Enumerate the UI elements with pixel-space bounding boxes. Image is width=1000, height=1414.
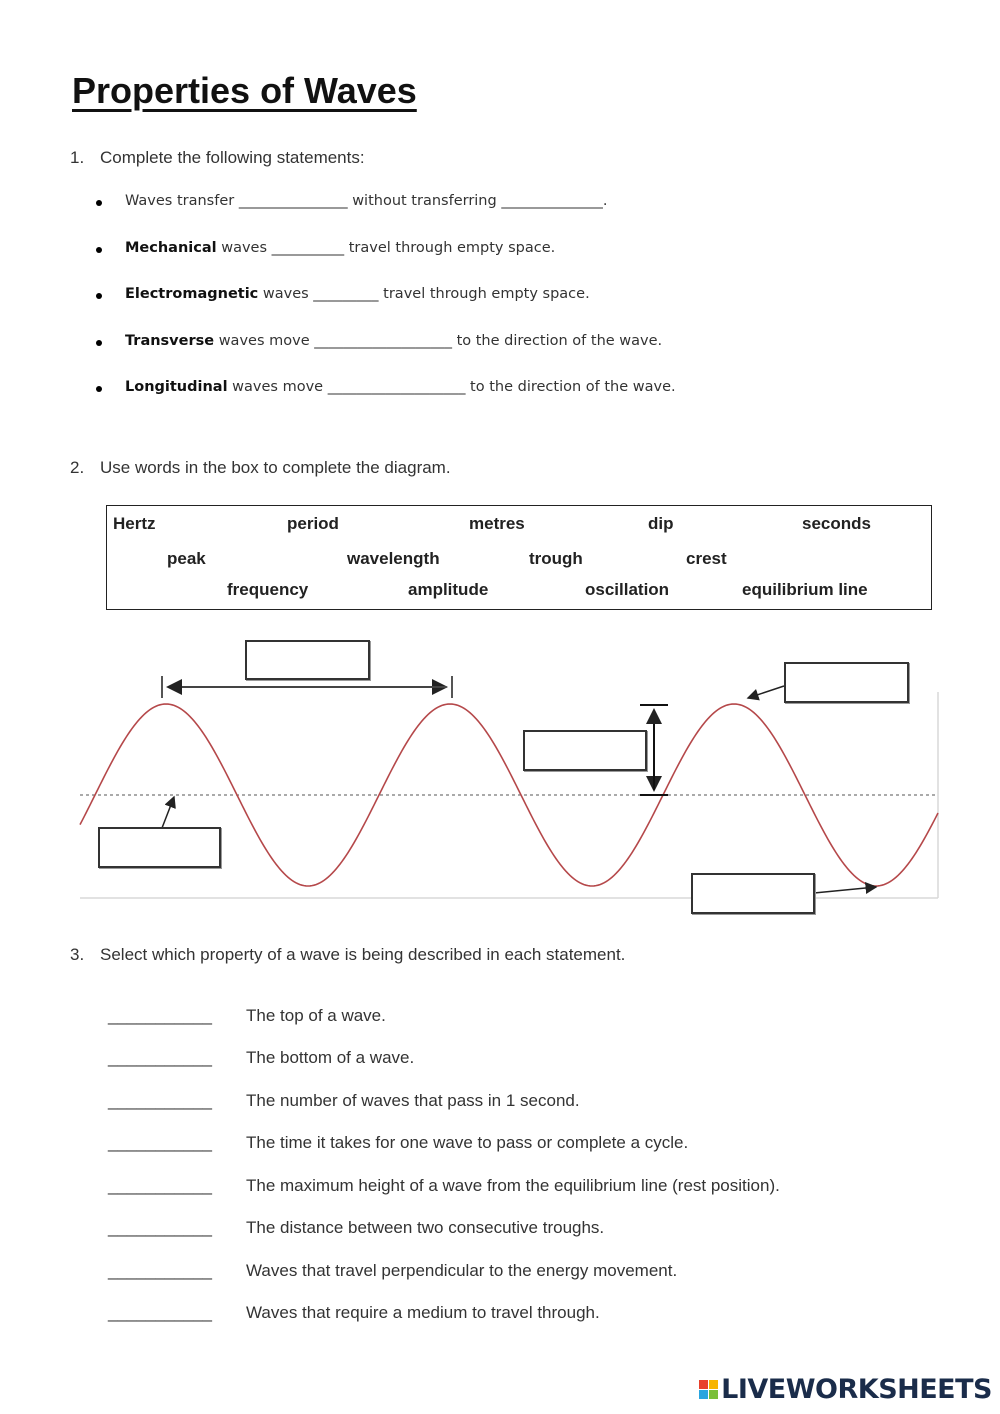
word-peak[interactable]: peak bbox=[167, 549, 206, 568]
wavelength-answer-box[interactable] bbox=[245, 640, 370, 680]
description-text: The time it takes for one wave to pass or complete a cycle. bbox=[246, 1133, 689, 1152]
description-text: Waves that require a medium to travel through. bbox=[246, 1303, 600, 1322]
description-text: The top of a wave. bbox=[246, 1006, 386, 1025]
description-row bbox=[108, 1091, 580, 1111]
word-metres[interactable]: metres bbox=[469, 514, 525, 533]
statement-list bbox=[96, 193, 676, 426]
logo-icon bbox=[698, 1380, 718, 1400]
trough-answer-box[interactable] bbox=[691, 873, 815, 914]
description-row bbox=[108, 1261, 677, 1281]
description-text: Waves that travel perpendicular to the energy movement. bbox=[246, 1261, 678, 1280]
word-trough[interactable]: trough bbox=[529, 549, 583, 568]
crest-answer-box[interactable] bbox=[784, 662, 909, 703]
description-row bbox=[108, 1133, 688, 1153]
trough-pointer-arrow bbox=[814, 887, 876, 893]
statement-keyword: Transverse bbox=[125, 332, 215, 349]
statement-keyword: Mechanical bbox=[125, 239, 217, 256]
statement-text: waves move ___________________ to the direction of the wave. bbox=[227, 379, 676, 395]
word-period[interactable]: period bbox=[287, 514, 339, 533]
word-crest[interactable]: crest bbox=[686, 549, 727, 568]
word-oscillation[interactable]: oscillation bbox=[585, 580, 670, 599]
word-equilibrium-line[interactable]: equilibrium line bbox=[742, 580, 868, 599]
statement-text: waves move ___________________ to the direction of the wave. bbox=[214, 332, 663, 349]
question-2-heading bbox=[70, 458, 451, 478]
word-frequency[interactable]: frequency bbox=[227, 580, 309, 599]
question-text: Use words in the box to complete the diagram. bbox=[100, 458, 451, 477]
equilibrium-pointer-arrow bbox=[162, 797, 174, 828]
description-row bbox=[108, 1048, 414, 1068]
statement-text: waves __________ travel through empty space. bbox=[216, 239, 556, 256]
answer-blank[interactable]: ___________ bbox=[108, 1218, 213, 1237]
word-wavelength[interactable]: wavelength bbox=[347, 549, 440, 568]
statement-item bbox=[96, 286, 676, 333]
question-text: Complete the following statements: bbox=[100, 148, 365, 167]
question-number: 1. bbox=[70, 148, 85, 167]
statement-keyword: Longitudinal bbox=[125, 379, 228, 395]
equilibrium-answer-box[interactable] bbox=[98, 827, 221, 868]
logo-text: LIVEWORKSHEETS bbox=[721, 1374, 992, 1405]
statement-item bbox=[96, 333, 676, 380]
description-text: The maximum height of a wave from the equilibrium line (rest position). bbox=[246, 1176, 780, 1195]
question-1-heading bbox=[70, 148, 365, 168]
statement-text: waves _________ travel through empty space. bbox=[258, 286, 590, 302]
description-text: The bottom of a wave. bbox=[246, 1048, 415, 1067]
crest-pointer-arrow bbox=[748, 686, 784, 698]
word-dip[interactable]: dip bbox=[648, 514, 674, 533]
description-text: The distance between two consecutive troughs. bbox=[246, 1218, 605, 1237]
answer-blank[interactable]: ___________ bbox=[108, 1303, 213, 1322]
answer-blank[interactable]: ___________ bbox=[108, 1133, 213, 1152]
word-hertz[interactable]: Hertz bbox=[113, 514, 156, 533]
description-text: The number of waves that pass in 1 second. bbox=[246, 1091, 580, 1110]
word-bank bbox=[106, 505, 932, 610]
answer-blank[interactable]: ___________ bbox=[108, 1048, 213, 1067]
amplitude-answer-box[interactable] bbox=[523, 730, 647, 771]
description-row bbox=[108, 1303, 600, 1323]
statement-item bbox=[96, 193, 676, 240]
page-title: Properties of Waves bbox=[72, 70, 417, 111]
word-seconds[interactable]: seconds bbox=[802, 514, 871, 533]
word-amplitude[interactable]: amplitude bbox=[408, 580, 489, 599]
answer-blank[interactable]: ___________ bbox=[108, 1261, 213, 1280]
description-row bbox=[108, 1218, 604, 1238]
description-row bbox=[108, 1176, 780, 1196]
statement-item bbox=[96, 379, 676, 426]
question-text: Select which property of a wave is being described in each statement. bbox=[100, 945, 626, 964]
question-3-heading bbox=[70, 945, 625, 965]
answer-blank[interactable]: ___________ bbox=[108, 1091, 213, 1110]
question-number: 3. bbox=[70, 945, 85, 964]
statement-text: Waves transfer _______________ without transferring ______________. bbox=[125, 193, 608, 209]
statement-keyword: Electromagnetic bbox=[125, 286, 259, 302]
statement-item bbox=[96, 240, 676, 287]
question-number: 2. bbox=[70, 458, 85, 477]
liveworksheets-logo bbox=[698, 1374, 992, 1405]
answer-blank[interactable]: ___________ bbox=[108, 1176, 213, 1195]
description-row bbox=[108, 1006, 386, 1026]
answer-blank[interactable]: ___________ bbox=[108, 1006, 213, 1025]
